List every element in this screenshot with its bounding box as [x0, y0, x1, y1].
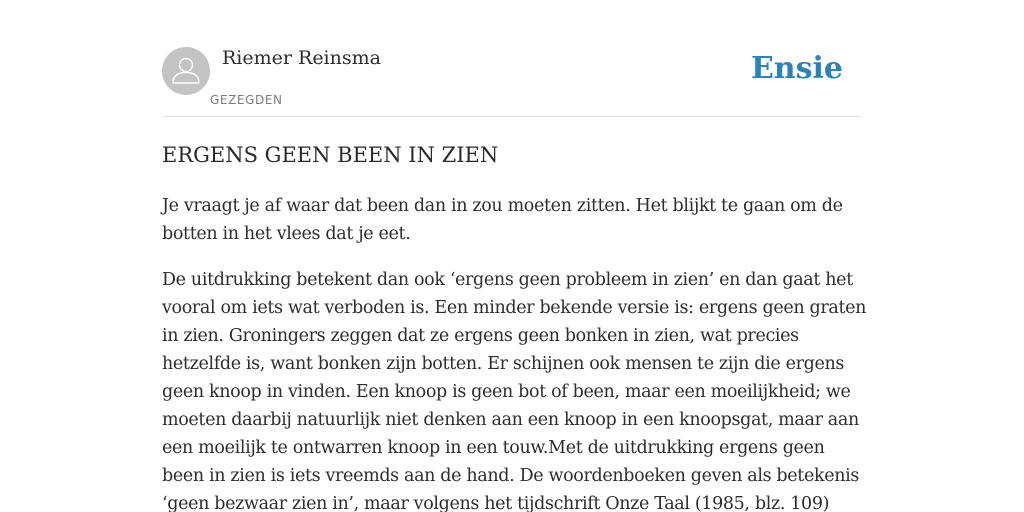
article-paragraph: Je vraagt je af waar dat been dan in zou moeten zitten. Het blijkt te gaan om de botten in het vlees dat je eet. — [162, 196, 843, 244]
article-title: ERGENS GEEN BEEN IN ZIEN — [162, 143, 499, 167]
article-body — [162, 192, 868, 512]
author-name[interactable]: Riemer Reinsma — [222, 47, 381, 69]
user-silhouette-icon — [162, 47, 210, 95]
article-header — [162, 46, 862, 117]
category-label[interactable]: GEZEGDEN — [210, 93, 283, 107]
article-paragraph: De uitdrukking betekent dan ook ‘ergens geen probleem in zien’ en dan gaat het vooral om iets wat verboden is. Een minder bekende versie is: ergens geen graten in zien. Groningers zeggen dat ze ergens geen bonken in zien, wat precies hetzelfde is, want bonken zijn botten. Er schijnen ook mensen te zijn die ergens geen knoop in vinden. Een knoop is geen bot of been, maar een moeilijkheid; we moeten daarbij natuurlijk niet denken aan een knoop in een knoopsgat, maar aan een moeilijk te ontwarren knoop in een touw.Met de uitdrukking ergens geen been in zien is iets vreemds aan de hand. De woordenboeken geven als betekenis ‘geen bezwaar zien in’, maar volgens het tijdschrift Onze Taal (1985, blz. 109) — [162, 270, 867, 512]
author-avatar[interactable] — [162, 47, 210, 95]
brand-logo[interactable]: Ensie — [750, 51, 843, 86]
